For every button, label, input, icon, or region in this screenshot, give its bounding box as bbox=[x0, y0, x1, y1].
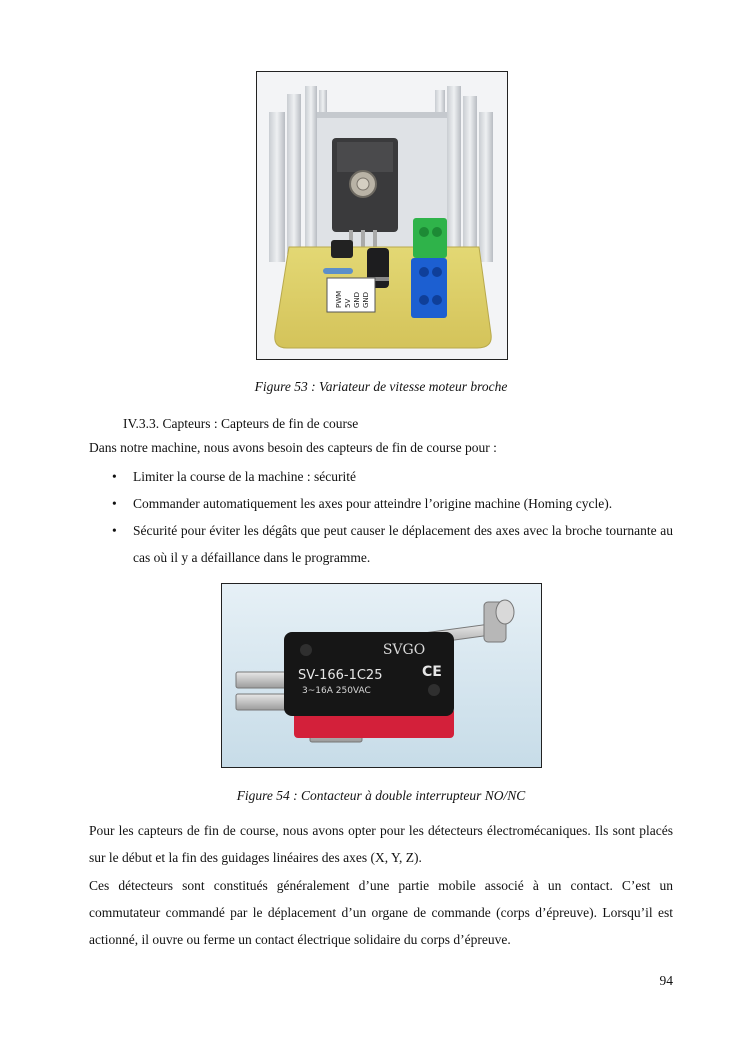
rating-label: 3~16A 250VAC bbox=[302, 686, 371, 696]
limit-switch-illustration bbox=[222, 584, 541, 767]
figure-53-image bbox=[256, 71, 508, 360]
figure-54-caption: Figure 54 : Contacteur à double interrupteur NO/NC bbox=[236, 788, 526, 803]
ce-mark: CE bbox=[422, 664, 442, 680]
svg-text:PWM: PWM bbox=[335, 290, 343, 308]
page-number: 94 bbox=[659, 973, 673, 988]
bullet-icon: • bbox=[112, 496, 117, 511]
section-heading: IV.3.3. Capteurs : Capteurs de fin de course bbox=[123, 416, 359, 431]
svg-text:5V: 5V bbox=[344, 298, 352, 308]
list-item: • Sécurité pour éviter les dégâts que peut causer le déplacement des axes avec la broche tournante au cas où il y a défaillance dans le programme. bbox=[89, 517, 673, 571]
intro-paragraph: Dans notre machine, nous avons besoin des capteurs de fin de course pour : bbox=[89, 440, 497, 455]
svg-text:GND: GND bbox=[353, 291, 361, 308]
brand-label: SVGO bbox=[382, 642, 426, 658]
figure-54-image bbox=[221, 583, 542, 768]
figure-53-caption: Figure 53 : Variateur de vitesse moteur broche bbox=[254, 379, 508, 394]
list-item: • Commander automatiquement les axes pour atteindre l’origine machine (Homing cycle). bbox=[89, 490, 673, 517]
list-item: • Limiter la course de la machine : sécurité bbox=[89, 463, 673, 490]
speed-controller-illustration bbox=[257, 72, 507, 359]
body-paragraph-1: Pour les capteurs de fin de course, nous avons opter pour les détecteurs électromécaniques. Ils sont placés sur le début et la fin des guidages linéaires des axes (X, Y, Z). bbox=[89, 823, 673, 865]
model-label: SV-166-1C25 bbox=[298, 668, 383, 683]
bullet-icon: • bbox=[112, 523, 117, 538]
bullet-list bbox=[89, 463, 673, 571]
body-paragraph-2: Ces détecteurs sont constitués généralement d’une partie mobile associé à un contact. C’est un commutateur commandé par le déplacement d’un organe de commande (corps d’épreuve). Lorsqu’il est actionné, il ouvre ou ferme un contact électrique solidaire du corps d’épreuve. bbox=[89, 878, 673, 947]
bullet-icon: • bbox=[112, 469, 117, 484]
svg-text:GND: GND bbox=[362, 291, 370, 308]
